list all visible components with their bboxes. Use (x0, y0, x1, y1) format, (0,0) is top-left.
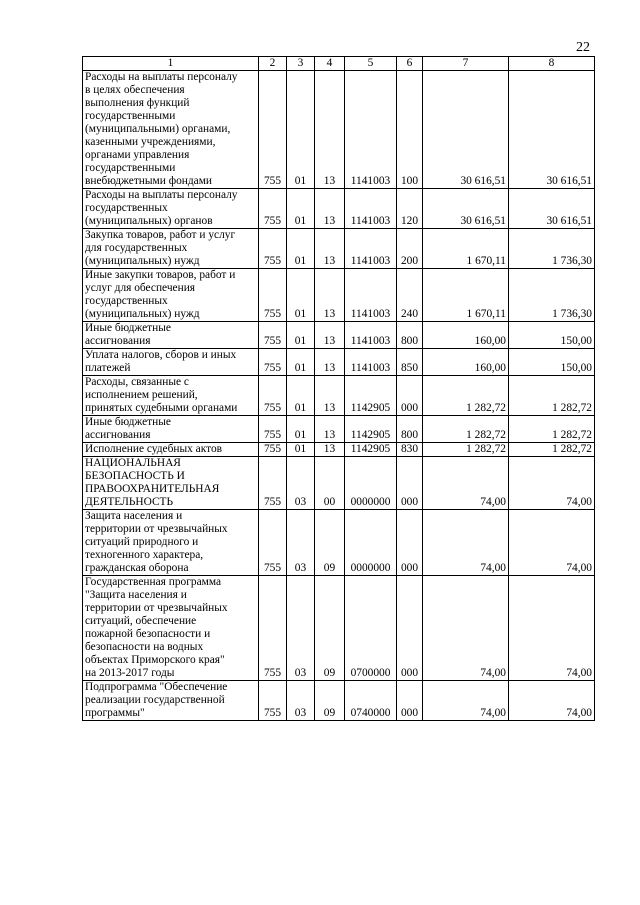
budget-table (82, 56, 595, 721)
table-row (83, 349, 595, 376)
row-sum-year2: 1 736,30 (509, 229, 595, 269)
table-row (83, 443, 595, 457)
row-ved-code: 755 (259, 71, 287, 189)
table-row (83, 189, 595, 229)
row-sum-year1: 1 282,72 (423, 376, 509, 416)
row-name: НАЦИОНАЛЬНАЯ БЕЗОПАСНОСТЬ И ПРАВООХРАНИТЕЛЬНАЯ ДЕЯТЕЛЬНОСТЬ (83, 457, 259, 510)
row-name: Закупка товаров, работ и услуг для государственных (муниципальных) нужд (83, 229, 259, 269)
table-row (83, 510, 595, 576)
row-sum-year2: 30 616,51 (509, 71, 595, 189)
col-header: 2 (259, 57, 287, 71)
row-subsection-code: 13 (315, 376, 345, 416)
row-section-code: 03 (287, 576, 315, 681)
row-ved-code: 755 (259, 416, 287, 443)
row-sum-year2: 74,00 (509, 457, 595, 510)
row-sum-year2: 74,00 (509, 510, 595, 576)
col-header: 4 (315, 57, 345, 71)
table-row (83, 71, 595, 189)
row-section-code: 01 (287, 189, 315, 229)
col-header: 1 (83, 57, 259, 71)
row-subsection-code: 13 (315, 349, 345, 376)
row-section-code: 01 (287, 376, 315, 416)
row-name: Исполнение судебных актов (83, 443, 259, 457)
row-sum-year1: 1 670,11 (423, 229, 509, 269)
col-header: 7 (423, 57, 509, 71)
row-target-code: 1141003 (345, 269, 397, 322)
row-sum-year1: 160,00 (423, 349, 509, 376)
row-ved-code: 755 (259, 510, 287, 576)
row-target-code: 1141003 (345, 349, 397, 376)
row-name: Иные закупки товаров, работ и услуг для обеспечения государственных (муниципальных) нужд (83, 269, 259, 322)
row-expense-type: 200 (397, 229, 423, 269)
row-expense-type: 800 (397, 416, 423, 443)
row-expense-type: 120 (397, 189, 423, 229)
row-target-code: 1142905 (345, 376, 397, 416)
row-name: Иные бюджетные ассигнования (83, 322, 259, 349)
row-ved-code: 755 (259, 443, 287, 457)
row-subsection-code: 09 (315, 681, 345, 721)
row-ved-code: 755 (259, 322, 287, 349)
row-expense-type: 850 (397, 349, 423, 376)
row-section-code: 03 (287, 681, 315, 721)
col-header: 8 (509, 57, 595, 71)
row-target-code: 1142905 (345, 443, 397, 457)
row-section-code: 03 (287, 510, 315, 576)
row-subsection-code: 13 (315, 322, 345, 349)
row-ved-code: 755 (259, 229, 287, 269)
row-name: Иные бюджетные ассигнования (83, 416, 259, 443)
row-subsection-code: 13 (315, 443, 345, 457)
row-name: Государственная программа "Защита населения и территории от чрезвычайных ситуаций, обеспечение пожарной безопасности и безопасности на водных объектах Приморского края" на 2013-2017 годы (83, 576, 259, 681)
row-subsection-code: 09 (315, 510, 345, 576)
row-section-code: 03 (287, 457, 315, 510)
page-number: 22 (576, 40, 590, 55)
row-expense-type: 000 (397, 376, 423, 416)
row-target-code: 1141003 (345, 322, 397, 349)
row-target-code: 0000000 (345, 457, 397, 510)
row-expense-type: 240 (397, 269, 423, 322)
row-section-code: 01 (287, 322, 315, 349)
table-row (83, 229, 595, 269)
row-subsection-code: 09 (315, 576, 345, 681)
table-row (83, 269, 595, 322)
row-sum-year1: 74,00 (423, 457, 509, 510)
row-sum-year2: 1 282,72 (509, 443, 595, 457)
row-section-code: 01 (287, 349, 315, 376)
row-ved-code: 755 (259, 681, 287, 721)
row-sum-year2: 74,00 (509, 576, 595, 681)
row-target-code: 1141003 (345, 71, 397, 189)
row-target-code: 1141003 (345, 229, 397, 269)
row-section-code: 01 (287, 269, 315, 322)
row-expense-type: 800 (397, 322, 423, 349)
row-sum-year2: 30 616,51 (509, 189, 595, 229)
row-sum-year2: 1 282,72 (509, 416, 595, 443)
row-sum-year2: 1 736,30 (509, 269, 595, 322)
row-section-code: 01 (287, 416, 315, 443)
row-expense-type: 000 (397, 457, 423, 510)
row-ved-code: 755 (259, 457, 287, 510)
row-name: Расходы на выплаты персоналу государственных (муниципальных) органов (83, 189, 259, 229)
row-name: Расходы, связанные с исполнением решений, принятых судебными органами (83, 376, 259, 416)
row-sum-year2: 74,00 (509, 681, 595, 721)
table-row (83, 457, 595, 510)
row-section-code: 01 (287, 71, 315, 189)
row-name: Подпрограмма "Обеспечение реализации государственной программы" (83, 681, 259, 721)
table-row (83, 576, 595, 681)
col-header: 3 (287, 57, 315, 71)
header-row (83, 57, 595, 71)
row-sum-year1: 160,00 (423, 322, 509, 349)
row-subsection-code: 13 (315, 189, 345, 229)
row-sum-year1: 1 670,11 (423, 269, 509, 322)
row-subsection-code: 13 (315, 229, 345, 269)
row-ved-code: 755 (259, 349, 287, 376)
row-expense-type: 830 (397, 443, 423, 457)
table-row (83, 376, 595, 416)
row-target-code: 0700000 (345, 576, 397, 681)
row-subsection-code: 13 (315, 71, 345, 189)
row-sum-year1: 1 282,72 (423, 443, 509, 457)
row-sum-year1: 30 616,51 (423, 189, 509, 229)
row-ved-code: 755 (259, 189, 287, 229)
col-header: 5 (345, 57, 397, 71)
table-row (83, 416, 595, 443)
row-sum-year1: 74,00 (423, 510, 509, 576)
row-subsection-code: 00 (315, 457, 345, 510)
row-subsection-code: 13 (315, 269, 345, 322)
row-section-code: 01 (287, 229, 315, 269)
row-expense-type: 000 (397, 681, 423, 721)
row-sum-year2: 1 282,72 (509, 376, 595, 416)
row-expense-type: 000 (397, 510, 423, 576)
row-expense-type: 100 (397, 71, 423, 189)
row-sum-year1: 74,00 (423, 576, 509, 681)
table-row (83, 681, 595, 721)
row-name: Уплата налогов, сборов и иных платежей (83, 349, 259, 376)
row-sum-year1: 74,00 (423, 681, 509, 721)
row-sum-year1: 30 616,51 (423, 71, 509, 189)
row-target-code: 0000000 (345, 510, 397, 576)
row-target-code: 1141003 (345, 189, 397, 229)
row-ved-code: 755 (259, 269, 287, 322)
row-sum-year2: 150,00 (509, 349, 595, 376)
row-sum-year1: 1 282,72 (423, 416, 509, 443)
row-sum-year2: 150,00 (509, 322, 595, 349)
row-target-code: 1142905 (345, 416, 397, 443)
row-expense-type: 000 (397, 576, 423, 681)
row-target-code: 0740000 (345, 681, 397, 721)
row-name: Расходы на выплаты персоналу в целях обеспечения выполнения функций государственными (муниципальными) органами, казенными учреждениями, органами управления государственными внебюджетными фондами (83, 71, 259, 189)
table-row (83, 322, 595, 349)
col-header: 6 (397, 57, 423, 71)
row-name: Защита населения и территории от чрезвычайных ситуаций природного и техногенного характера, гражданская оборона (83, 510, 259, 576)
row-section-code: 01 (287, 443, 315, 457)
row-ved-code: 755 (259, 576, 287, 681)
row-ved-code: 755 (259, 376, 287, 416)
row-subsection-code: 13 (315, 416, 345, 443)
